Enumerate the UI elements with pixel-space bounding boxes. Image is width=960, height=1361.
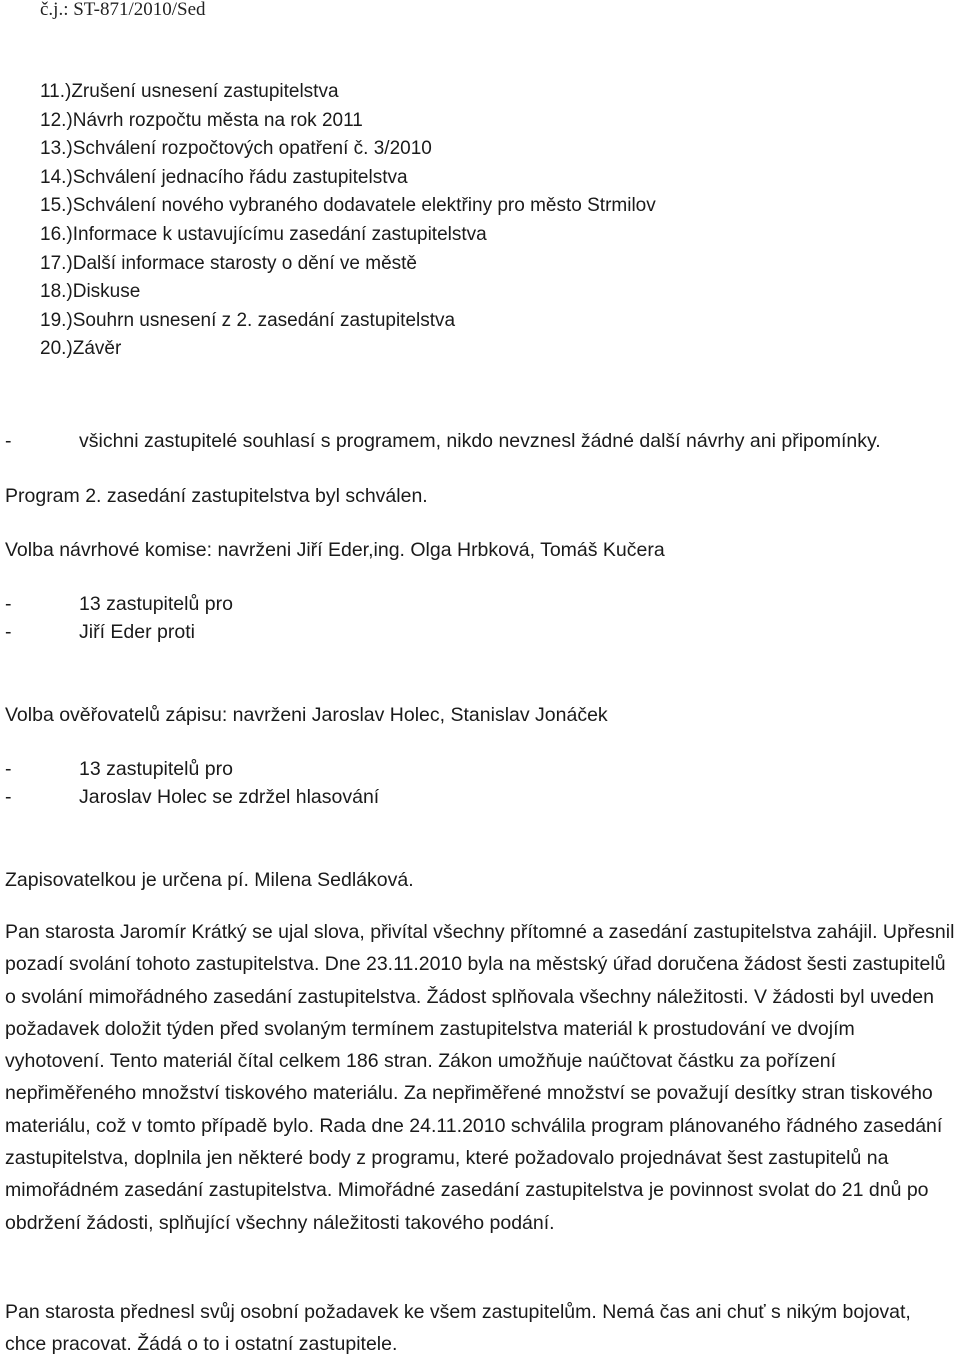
bullet-dash: - — [5, 621, 12, 643]
agenda-item: 14.)Schválení jednacího řádu zastupitelstva — [40, 166, 408, 188]
vote-text: 13 zastupitelů pro — [79, 758, 233, 780]
commission-vote-against — [5, 618, 195, 646]
agenda-item: 11.)Zrušení usnesení zastupitelstva — [40, 81, 339, 102]
verifiers-title: Volba ověřovatelů zápisu: navrženi Jaroslav Holec, Stanislav Jonáček — [5, 704, 608, 726]
verifiers-vote-for — [5, 755, 233, 783]
agenda-item: 19.)Souhrn usnesení z 2. zasedání zastupitelstva — [40, 309, 456, 331]
agenda-item: 20.)Závěr — [40, 338, 122, 360]
verifiers-vote-abstain — [5, 783, 379, 811]
bullet-dash: - — [5, 786, 12, 808]
body-paragraph-request: Pan starosta přednesl svůj osobní požadavek ke všem zastupitelům. Nemá čas ani chuť s nikým bojovat, chce pracovat. Žádá o to i ostatní zastupitele. — [5, 1301, 911, 1356]
commission-vote-for — [5, 590, 233, 618]
agenda-item: 15.)Schválení nového vybraného dodavatele elektřiny pro město Strmilov — [40, 195, 656, 217]
program-note — [5, 427, 881, 455]
agenda-item: 12.)Návrh rozpočtu města na rok 2011 — [40, 109, 363, 131]
program-approved: Program 2. zasedání zastupitelstva byl schválen. — [5, 485, 428, 507]
bullet-dash: - — [5, 430, 12, 452]
commission-title: Volba návrhové komise: navrženi Jiří Eder,ing. Olga Hrbková, Tomáš Kučera — [5, 539, 665, 561]
body-paragraph-opening: Pan starosta Jaromír Krátký se ujal slova, přivítal všechny přítomné a zasedání zastupitelstva zahájil. Upřesnil pozadí svolání tohoto zastupitelstva. Dne 23.11.2010 byla na městský úřad doručena žádost šesti zastupitelů o svolání mimořádného zasedání zastupitelstva. Žádost splňovala všechny náležitosti. V žádosti byl uveden požadavek doložit týden před svolaným termínem zastupitelstva materiál k prostudování ve dvojím vyhotovení. Tento materiál čítal celkem 186 stran. Zákon umožňuje naúčtovat částku za pořízení nepřiměřeného množství tiskového materiálu. Za nepřiměřené množství se považují desítky stran tiskového materiálu, což v tomto případě bylo. Rada dne 24.11.2010 schválila program plánovaného řádného zasedání zastupitelstva, doplnila jen některé body z programu, které požadovalo projednávat šest zastupitelů na mimořádném zasedání zastupitelstva. Mimořádné zasedání zastupitelstva je povinnost svolat do 21 dnů po obdržení žádosti, splňující všechny náležitosti takového podání. — [5, 921, 955, 1234]
agenda-item: 16.)Informace k ustavujícímu zasedání zastupitelstva — [40, 223, 487, 245]
vote-text: 13 zastupitelů pro — [79, 593, 233, 615]
vote-text: Jaroslav Holec se zdržel hlasování — [79, 786, 380, 808]
document-reference: č.j.: ST-871/2010/Sed — [40, 0, 206, 20]
agenda-item: 18.)Diskuse — [40, 281, 141, 303]
recorder-line: Zapisovatelkou je určena pí. Milena Sedláková. — [5, 869, 414, 891]
program-note-text: všichni zastupitelé souhlasí s programem, nikdo nevznesl žádné další návrhy ani připomínky. — [79, 430, 881, 452]
bullet-dash: - — [5, 758, 12, 780]
agenda-list — [40, 78, 656, 364]
bullet-dash: - — [5, 593, 12, 615]
vote-text: Jiří Eder proti — [79, 621, 195, 643]
agenda-item: 17.)Další informace starosty o dění ve městě — [40, 252, 417, 274]
agenda-item: 13.)Schválení rozpočtových opatření č. 3/2010 — [40, 138, 432, 160]
